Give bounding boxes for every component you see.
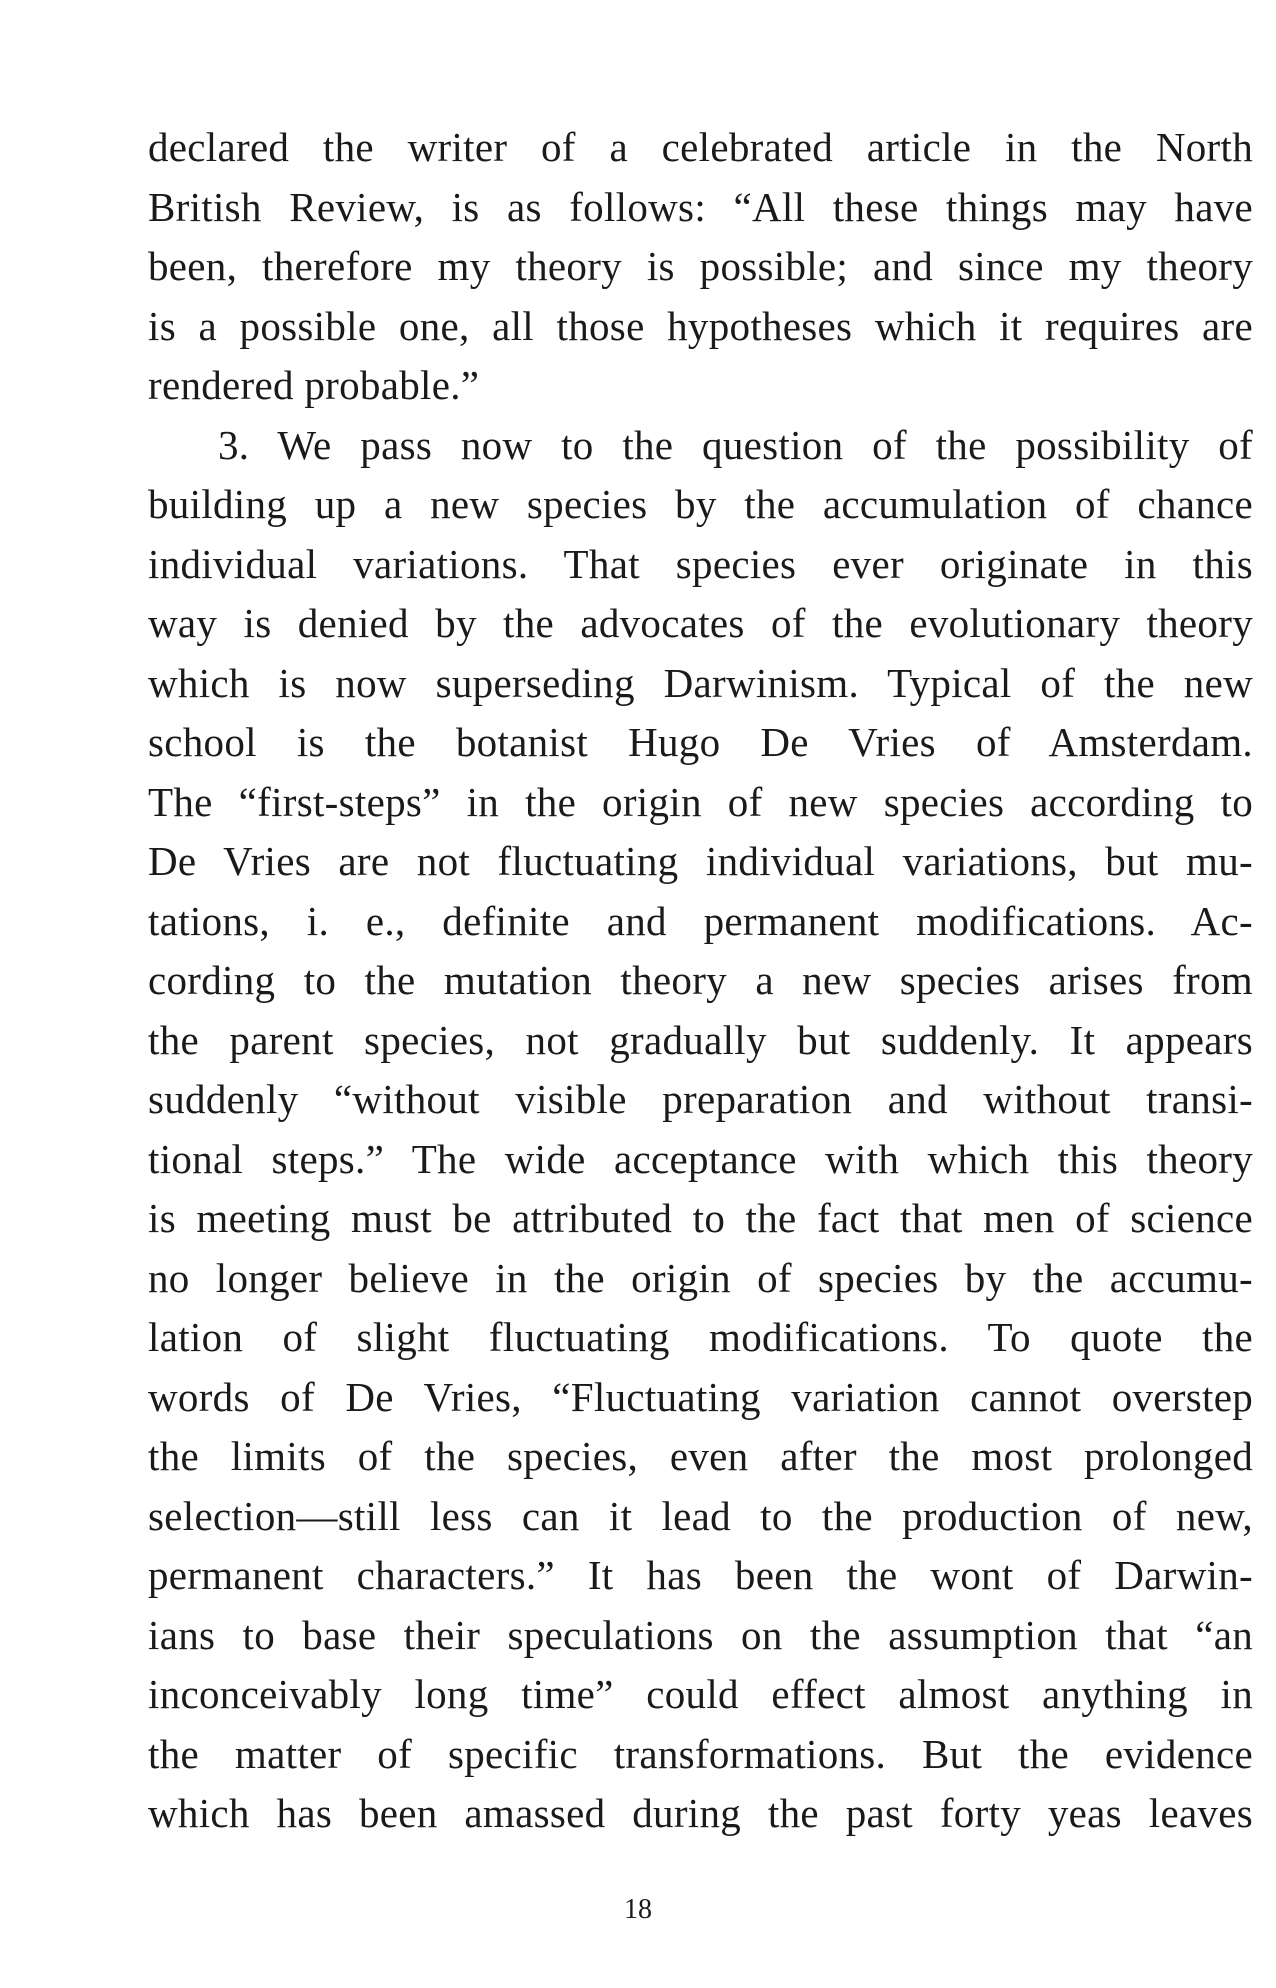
text-line: school is the botanist Hugo De Vries of Amsterdam.	[148, 719, 1253, 765]
text-line: is a possible one, all those hypotheses which it requires are	[148, 302, 1253, 349]
text-line: cording to the mutation theory a new species arises from	[148, 957, 1253, 1003]
text-line: been, therefore my theory is possible; and since my theory	[148, 243, 1253, 289]
text-line: 3. We pass now to the question of the possibility of	[218, 421, 1253, 468]
text-line: individual variations. That species ever originate in this	[148, 540, 1253, 587]
text-line: De Vries are not fluctuating individual variations, but mu-	[148, 838, 1253, 884]
text-line: the limits of the species, even after the most prolonged	[148, 1433, 1253, 1479]
text-line: building up a new species by the accumulation of chance	[148, 481, 1253, 527]
text-line: tional steps.” The wide acceptance with which this theory	[148, 1135, 1253, 1182]
text-line: rendered probable.”	[148, 362, 480, 408]
text-line: no longer believe in the origin of species by the accumu-	[148, 1254, 1253, 1301]
text-line: permanent characters.” It has been the wont of Darwin-	[148, 1552, 1253, 1598]
text-line: tations, i. e., definite and permanent modifications. Ac-	[148, 897, 1253, 944]
page-number: 18	[624, 1894, 652, 1925]
text-line: is meeting must be attributed to the fact that men of science	[148, 1195, 1253, 1241]
text-line: words of De Vries, “Fluctuating variation cannot overstep	[148, 1373, 1253, 1420]
text-line: inconceivably long time” could effect almost anything in	[148, 1671, 1253, 1717]
text-line: lation of slight fluctuating modifications. To quote the	[148, 1314, 1253, 1360]
text-line: declared the writer of a celebrated article in the North	[148, 124, 1253, 170]
text-line: selection—still less can it lead to the production of new,	[148, 1492, 1253, 1539]
text-line: way is denied by the advocates of the evolutionary theory	[148, 600, 1253, 646]
text-line: suddenly “without visible preparation and without transi-	[148, 1076, 1253, 1122]
text-line: the parent species, not gradually but suddenly. It appears	[148, 1016, 1253, 1063]
text-line: ians to base their speculations on the assumption that “an	[148, 1611, 1253, 1658]
text-line: which is now superseding Darwinism. Typical of the new	[148, 659, 1253, 706]
body-text	[148, 118, 1253, 1844]
text-line: the matter of specific transformations. But the evidence	[148, 1730, 1253, 1777]
text-line: which has been amassed during the past forty yeas leaves	[148, 1790, 1253, 1836]
text-line: British Review, is as follows: “All these things may have	[148, 183, 1253, 230]
text-line: The “first-steps” in the origin of new species according to	[148, 778, 1253, 825]
